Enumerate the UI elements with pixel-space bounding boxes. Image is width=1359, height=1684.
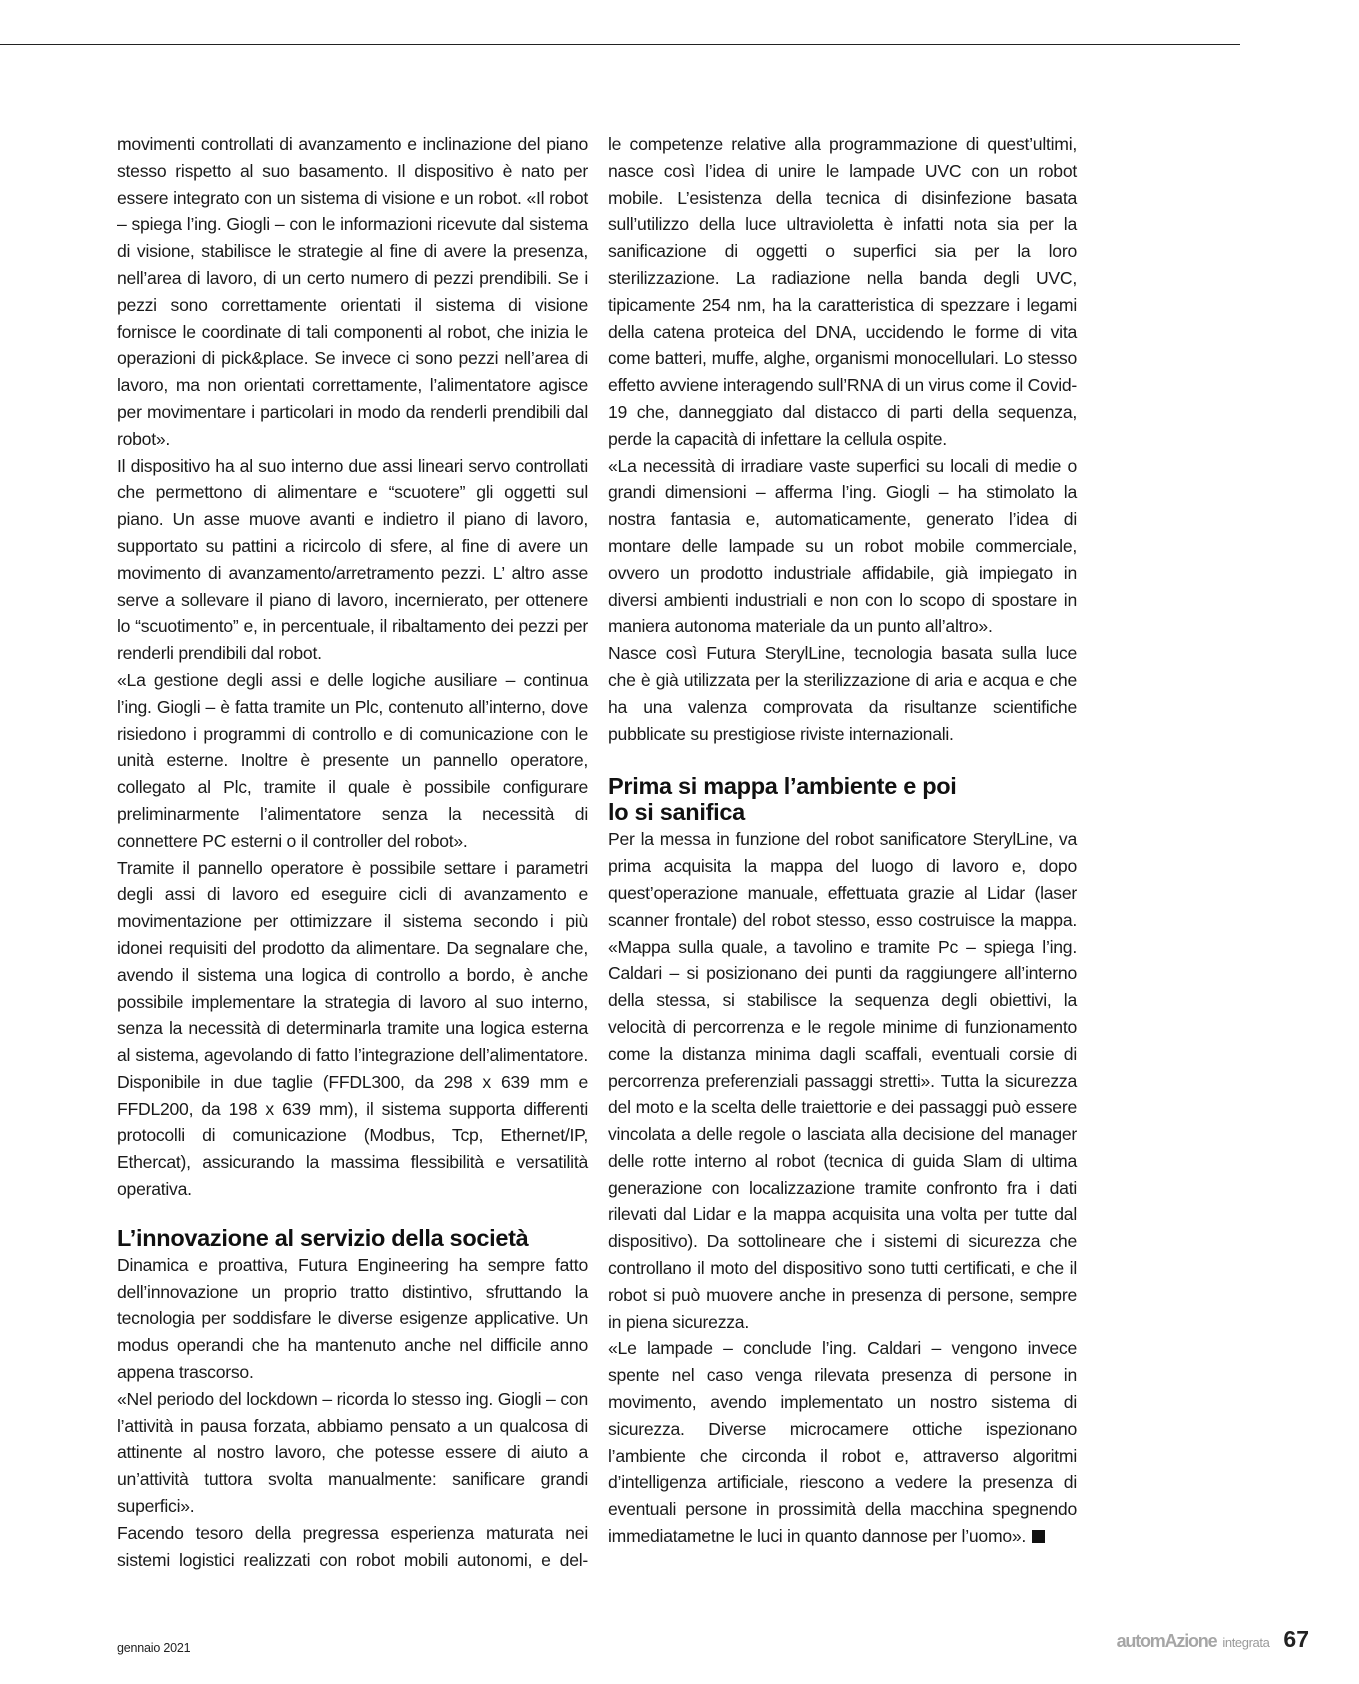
paragraph: Nasce così Futura SterylLine, tecnologia basata sulla luce che è già utilizzata per la sterilizzazione di aria e acqua e che ha una valenza comprovata da risultanze scientifiche pubblicate su prestigiose riviste internazionali.: [608, 643, 1077, 744]
section-heading: L’innovazione al servizio della società: [117, 1224, 529, 1251]
paragraph: «La necessità di irradiare vaste superfici su locali di medie o grandi dimensioni – afferma l’ing. Giogli – ha stimolato la nostra fantasia e, automaticamente, generato l’idea di montare delle lampade su un robot mobile commerciale, ovvero un prodotto industriale affidabile, già impiegato in diversi ambienti industriali e non con lo scopo di spostare in maniera autonoma materiale da un punto all’altro».: [608, 455, 1077, 637]
section-heading: Prima si mappa l’ambiente e poi lo si sanifica: [608, 773, 957, 826]
paragraph: Tramite il pannello operatore è possibile settare i parametri degli assi di lavoro ed eseguire cicli di avanzamento e movimentazione per ottimizzare il sistema secondo i più idonei requisiti del prodotto da alimentare. Da segnalare che, avendo il sistema una logica di controllo a bordo, è anche possibile implementare la strategia di lavoro al suo interno, senza la necessità di determinarla tramite una logica esterna al sistema, agevolando di fatto l’integrazione dell’alimentatore. Disponibile in due taglie (FFDL300, da 298 x 639 mm e FFDL200, da 198 x 639 mm), il sistema supporta differenti protocolli di comunicazione (Modbus, Tcp, Ethernet/IP, Ethercat), assicurando la massima flessibilità e versatilità operativa.: [117, 857, 588, 1200]
paragraph: «Nel periodo del lockdown – ricorda lo stesso ing. Giogli – con l’attività in pausa forzata, abbiamo pensato a un qualcosa di attinente al nostro lavoro, che potesse essere di aiuto a un’attività tuttora svolta manualmente: sanificare grandi superfici».: [117, 1388, 588, 1517]
paragraph: Facendo tesoro della pregressa esperienza maturata nei sistemi logistici realizzati con robot mobili autonomi, e del-: [117, 1522, 588, 1570]
paragraph: Dinamica e proattiva, Futura Engineering ha sempre fatto dell’innovazione un proprio tratto distintivo, sfruttando la tecnologia per soddisfare le diverse esigenze applicative. Un modus operandi che ha mantenuto anche nel difficile anno appena trascorso.: [117, 1254, 588, 1383]
footer-masthead: [1117, 1626, 1309, 1653]
paragraph: «La gestione degli assi e delle logiche ausiliare – continua l’ing. Giogli – è fatta tramite un Plc, contenuto all’interno, dove risiedono i programmi di controllo e di comunicazione con le unità esterne. Inoltre è presente un pannello operatore, collegato al Plc, tramite il quale è possibile configurare preliminarmente l’alimentatore senza la necessità di connettere PC esterni o il controller del robot».: [117, 669, 588, 851]
issue-date: gennaio 2021: [117, 1641, 191, 1655]
paragraph: movimenti controllati di avanzamento e inclinazione del piano stesso rispetto al suo basamento. Il dispositivo è nato per essere integrato con un sistema di visione e un robot. «Il robot – spiega l’ing. Giogli – con le informazioni ricevute dal sistema di visione, stabilisce le strategie al fine di avere la presenza, nell’area di lavoro, di un certo numero di pezzi prendibili. Se i pezzi sono correttamente orientati il sistema di visione fornisce le coordinate di tali componenti al robot, che inizia le operazioni di pick&place. Se invece ci sono pezzi nell’area di lavoro, ma non orientati correttamente, l’alimentatore agisce per movimentare i particolari in modo da renderli prendibili dal robot».: [117, 134, 588, 449]
magazine-logo-suffix: integrata: [1222, 1635, 1270, 1650]
end-of-article-icon: [1032, 1530, 1045, 1543]
left-column: [117, 131, 588, 1573]
right-column: [608, 131, 1077, 1550]
paragraph: Per la messa in funzione del robot sanificatore SterylLine, va prima acquisita la mappa del luogo di lavoro e, dopo quest’operazione manuale, effettuata grazie al Lidar (laser scanner frontale) del robot stesso, esso costruisce la mappa. «Mappa sulla quale, a tavolino e tramite Pc – spiega l’ing. Caldari – si posizionano dei punti da raggiungere all’interno della stessa, si stabilisce la sequenza degli obiettivi, la velocità di percorrenza e le regole minime di funzionamento come la distanza minima dagli scaffali, eventuali corsie di percorrenza preferenziali passaggi stretti». Tutta la sicurezza del moto e la scelta delle traiettorie e dei passaggi può essere vincolata a delle regole o lasciata alla decisione del manager delle rotte interno al robot (tecnica di guida Slam di ultima generazione con localizzazione tramite confronto fra i dati rilevati dal Lidar e la mappa acquisita una volta per tutte dal dispositivo). Da sottolineare che i sistemi di sicurezza che controllano il moto del dispositivo sono tutti certificati, e che il robot si può muovere anche in presenza di persone, sempre in piena sicurezza.: [608, 829, 1077, 1332]
final-paragraph: [608, 1335, 1077, 1549]
page-number: 67: [1283, 1626, 1309, 1652]
top-rule: [0, 44, 1240, 45]
paragraph-text: «Le lampade – conclude l’ing. Caldari – vengono invece spente nel caso venga rilevata presenza di persone in movimento, avendo implementato un nostro sistema di sicurezza. Diverse microcamere ottiche ispezionano l’ambiente che circonda il robot e, attraverso algoritmi d’intelligenza artificiale, riescono a vedere la presenza di eventuali persone in prossimità della macchina spegnendo immediatametne le luci in quanto dannose per l’uomo».: [608, 1338, 1077, 1547]
magazine-logo: automAzione: [1116, 1631, 1217, 1651]
paragraph: Il dispositivo ha al suo interno due assi lineari servo controllati che permettono di alimentare e “scuotere” gli oggetti sul piano. Un asse muove avanti e indietro il piano di lavoro, supportato su pattini a ricircolo di sfere, al fine di avere un movimento di avanzamento/arretramento pezzi. L’ altro asse serve a sollevare il piano di lavoro, incernierato, per ottenere lo “scuotimento” e, in percentuale, il ribaltamento dei pezzi per renderli prendibili dal robot.: [117, 455, 588, 664]
paragraph: le competenze relative alla programmazione di quest’ultimi, nasce così l’idea di unire le lampade UVC con un robot mobile. L’esistenza della tecnica di disinfezione basata sull’utilizzo della luce ultravioletta è infatti nota sia per la sanificazione di oggetti o superfici sia per la loro sterilizzazione. La radiazione nella banda degli UVC, tipicamente 254 nm, ha la caratteristica di spezzare i legami della catena proteica del DNA, uccidendo le forme di vita come batteri, muffe, alghe, organismi monocellulari. Lo stesso effetto avviene interagendo sull’RNA di un virus come il Covid-19 che, danneggiato dal distacco di parti della sequenza, perde la capacità di infettare la cellula ospite.: [608, 134, 1077, 449]
